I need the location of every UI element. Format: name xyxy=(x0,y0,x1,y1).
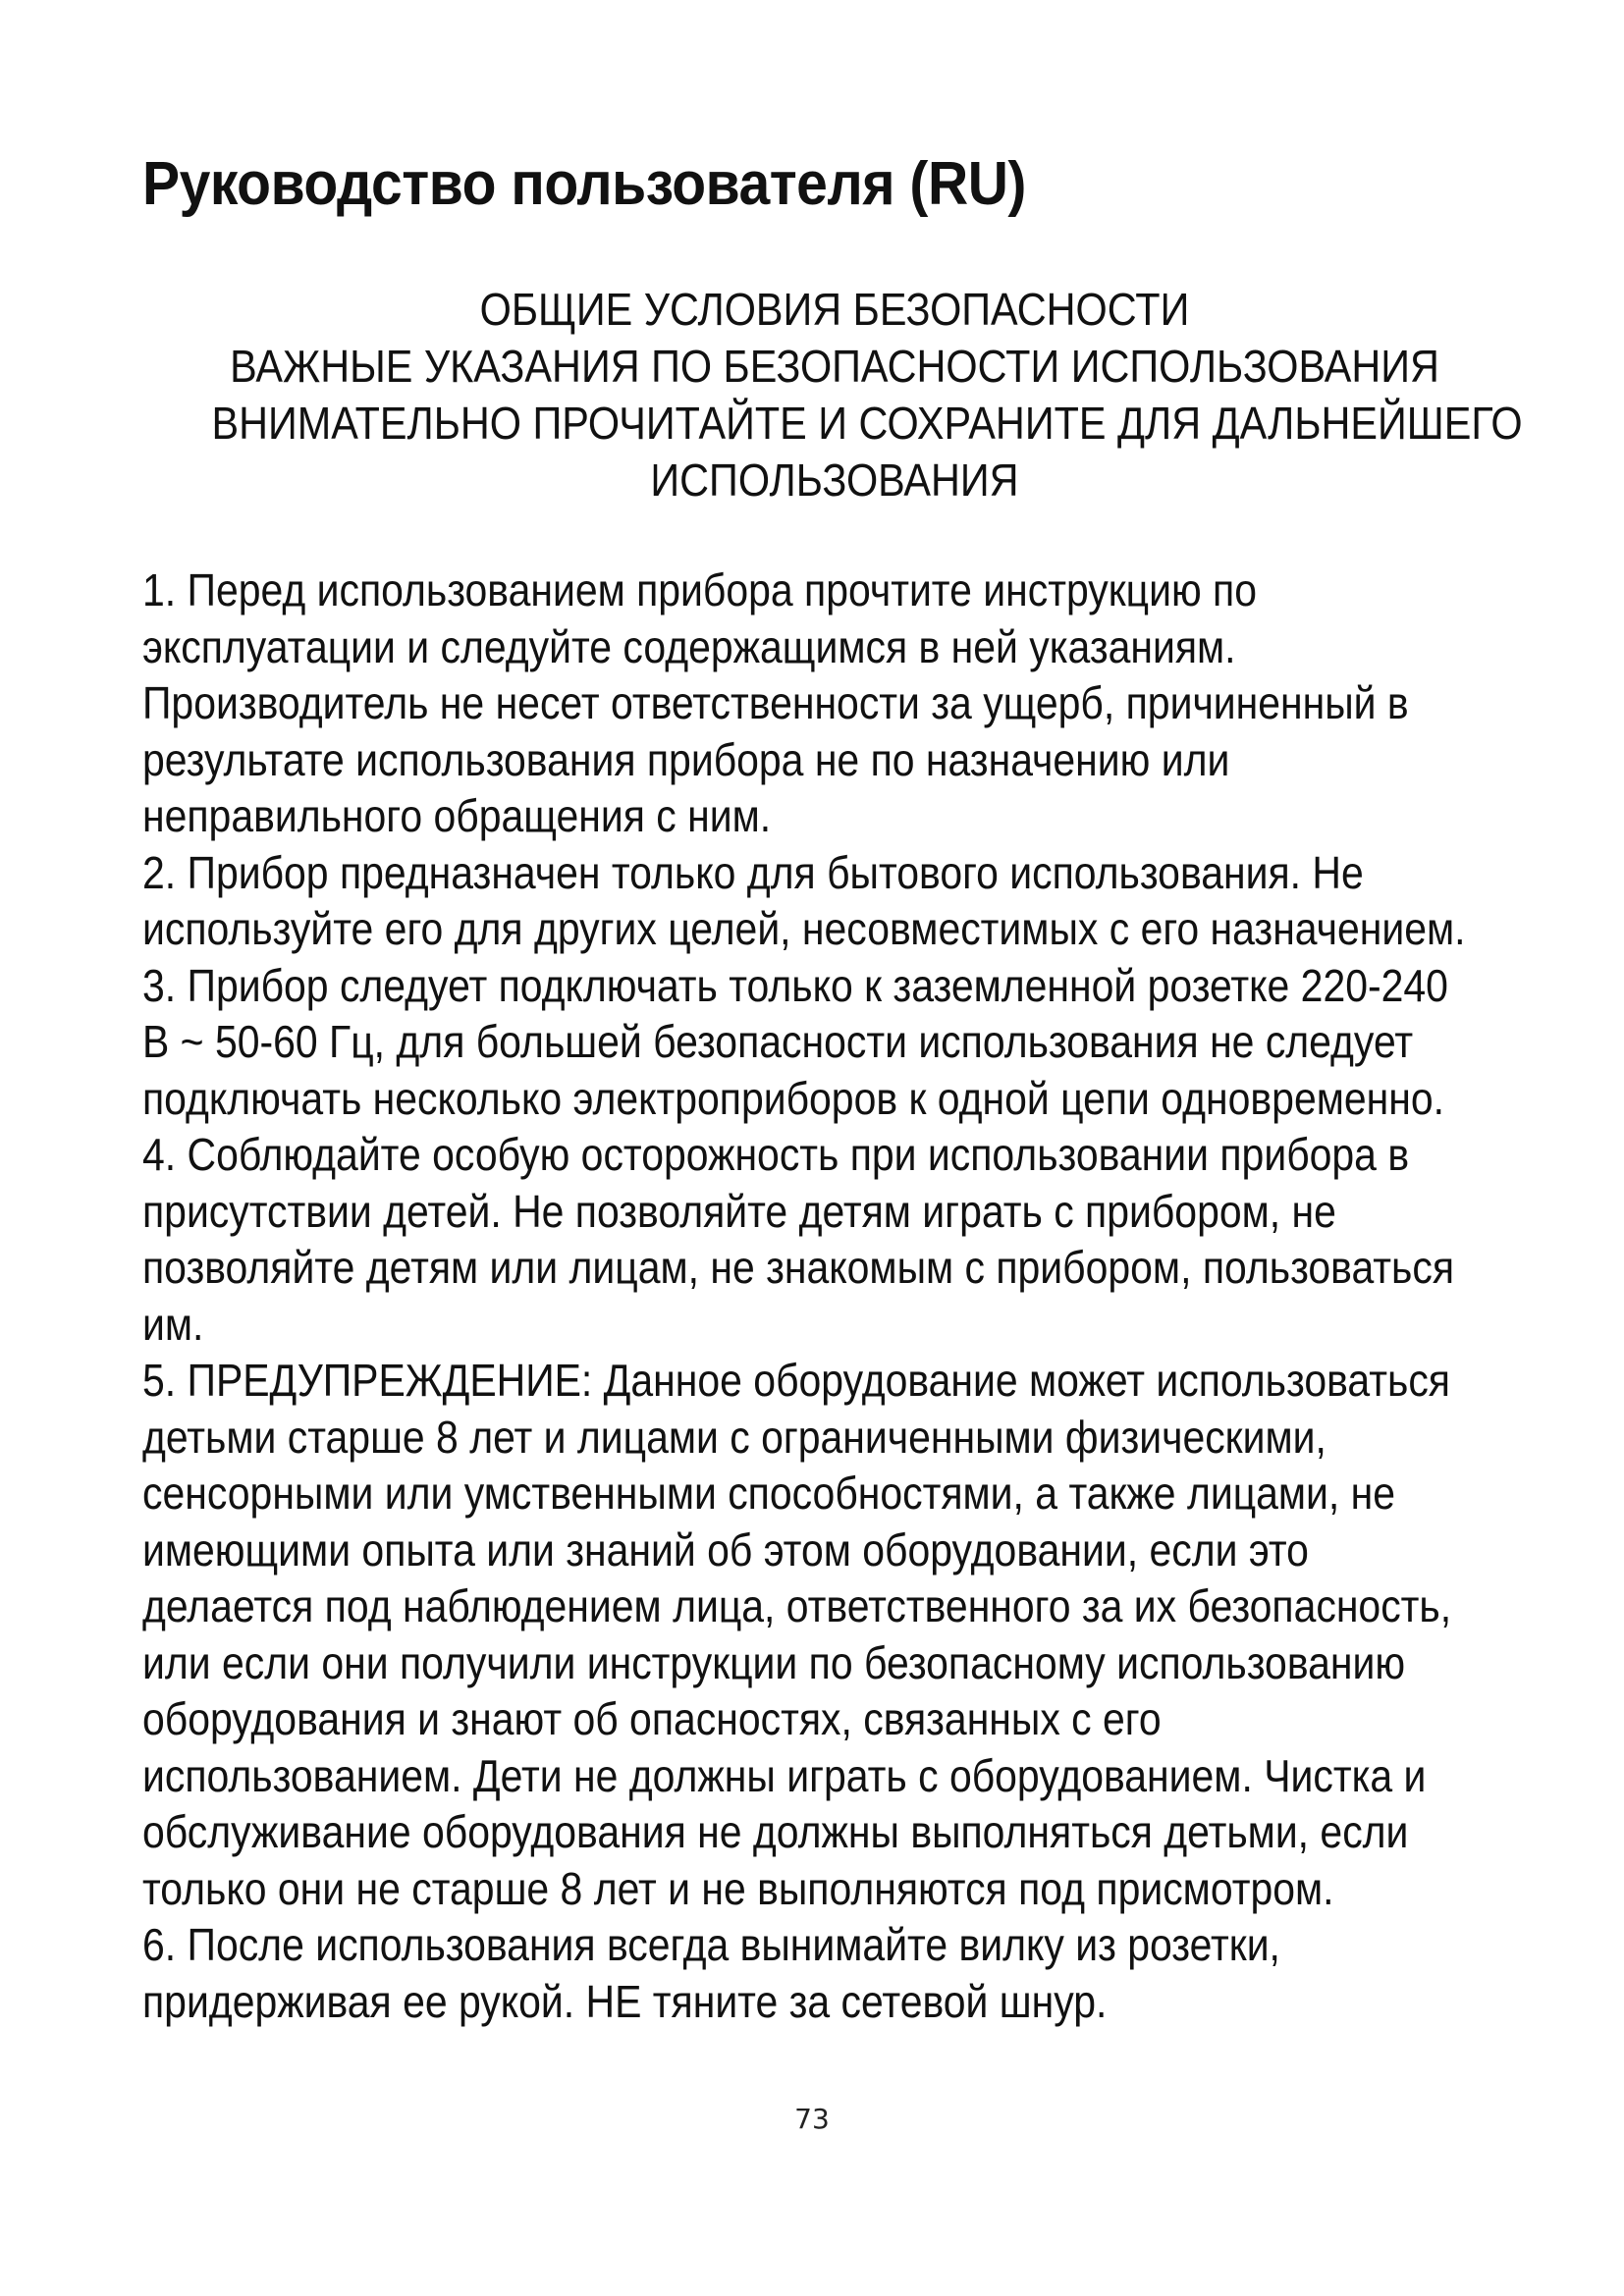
instruction-line: 5. ПРЕДУПРЕЖДЕНИЕ: Данное оборудование может использоваться xyxy=(142,1355,1450,1406)
instruction-line: использованием. Дети не должны играть с оборудованием. Чистка и xyxy=(142,1749,1427,1801)
instruction-line: имеющими опыта или знаний об этом оборудовании, если это xyxy=(142,1523,1309,1575)
instruction-line: подключать несколько электроприборов к одной цепи одновременно. xyxy=(142,1072,1445,1124)
instruction-line: Производитель не несет ответственности за ущерб, причиненный в xyxy=(142,677,1409,728)
instruction-line: результате использования прибора не по назначению или xyxy=(142,733,1230,785)
instruction-line: 2. Прибор предназначен только для бытового использования. Не xyxy=(142,846,1364,898)
heading-line: ВАЖНЫЕ УКАЗАНИЯ ПО БЕЗОПАСНОСТИ ИСПОЛЬЗОВАНИЯ xyxy=(230,341,1439,392)
instruction-line: оборудования и знают об опасностях, связанных с его xyxy=(142,1693,1162,1744)
instruction-line: 6. После использования всегда вынимайте вилку из розетки, xyxy=(142,1919,1280,1970)
instruction-line: присутствии детей. Не позволяйте детям играть с прибором, не xyxy=(142,1185,1336,1237)
instruction-line: неправильного обращения с ним. xyxy=(142,790,772,841)
heading-line: ОБЩИЕ УСЛОВИЯ БЕЗОПАСНОСТИ xyxy=(479,284,1190,335)
instruction-line: только они не старше 8 лет и не выполняются под присмотром. xyxy=(142,1862,1334,1914)
safety-instructions xyxy=(142,562,1528,2030)
instruction-line: детьми старше 8 лет и лицами с ограниченными физическими, xyxy=(142,1411,1326,1463)
instruction-line: используйте его для других целей, несовместимых с его назначением. xyxy=(142,903,1466,954)
instruction-line: или если они получили инструкции по безопасному использованию xyxy=(142,1636,1406,1688)
heading-line: ВНИМАТЕЛЬНО ПРОЧИТАЙТЕ И СОХРАНИТЕ ДЛЯ ДАЛЬНЕЙШЕГО xyxy=(211,398,1523,449)
instruction-line: 3. Прибор следует подключать только к заземленной розетке 220-240 xyxy=(142,959,1448,1011)
instruction-line: В ~ 50-60 Гц, для большей безопасности использования не следует xyxy=(142,1016,1414,1067)
instruction-line: делается под наблюдением лица, ответственного за их безопасность, xyxy=(142,1580,1452,1631)
instruction-line: 4. Соблюдайте особую осторожность при использовании прибора в xyxy=(142,1129,1410,1180)
page-number: 73 xyxy=(794,2103,830,2135)
instruction-line: позволяйте детям или лицам, не знакомым с прибором, пользоваться xyxy=(142,1242,1455,1293)
document-title: Руководство пользователя (RU) xyxy=(142,150,1026,218)
instruction-line: придерживая ее рукой. НЕ тяните за сетевой шнур. xyxy=(142,1975,1108,2027)
page-content xyxy=(142,147,1527,2030)
instruction-line: 1. Перед использованием прибора прочтите инструкцию по xyxy=(142,564,1257,615)
instruction-line: обслуживание оборудования не должны выполняться детьми, если xyxy=(142,1806,1409,1857)
instruction-line: эксплуатации и следуйте содержащимся в ней указаниям. xyxy=(142,620,1236,672)
instruction-line: сенсорными или умственными способностями, а также лицами, не xyxy=(142,1468,1396,1519)
safety-heading xyxy=(211,281,1523,508)
heading-line: ИСПОЛЬЗОВАНИЯ xyxy=(650,454,1019,506)
instruction-line: им. xyxy=(142,1298,204,1350)
